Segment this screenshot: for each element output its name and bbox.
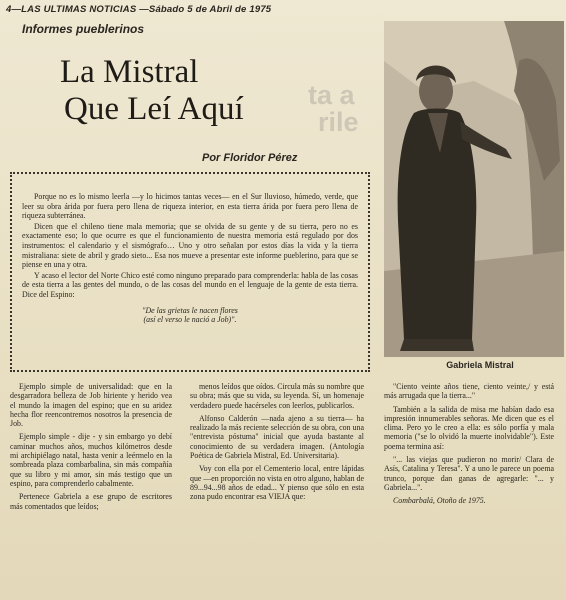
body-paragraph: Pertenece Gabriela a ese grupo de escritores más comentados que leídos; xyxy=(10,492,172,511)
body-column-1 xyxy=(10,382,172,596)
intro-box xyxy=(10,172,370,372)
body-paragraph: "... las viejas que pudieron no morir/ Clara de Asís, Catalina y Teresa". Y a uno le parece un poema trunco, porque dan ganas de agregarle: "... y Gabriela...". xyxy=(384,455,554,492)
quote-line-2: (así el verso le nació a Job)". xyxy=(143,315,237,325)
body-paragraph: También a la salida de misa me habían dado esa impresión innumerables señoras. Me dicen que es el clima. Pero yo le creo a ella: es sólo porfía y mala memoria ("se lo olvidó la muerte inolvidable"). Este poema termina así: xyxy=(384,404,554,451)
body-paragraph: "Ciento veinte años tiene, ciento veinte,/ y está más arrugada que la tierra..." xyxy=(384,382,554,401)
bleed-through-text xyxy=(308,82,359,136)
byline: Por Floridor Pérez xyxy=(202,152,298,164)
body-paragraph: Alfonso Calderón —nada ajeno a su tierra— ha realizado la más reciente selección de su obra, con una "entrevista póstuma" inicial que ayuda bastante al conocimiento de su verdadera imagen. (Antología Poética de Gabriela Mistral, Ed. Universitaria). xyxy=(190,413,364,461)
title-line-1: La Mistral xyxy=(60,54,199,90)
body-column-3 xyxy=(384,382,554,596)
body-paragraph: Ejemplo simple de universalidad: que en la desgarradora belleza de Job hiriente y herido vea el mundo la imagen del espino; que en su aridez hecha flor reencontremos nosotros la presencia de Job. xyxy=(10,382,172,429)
intro-paragraph: Dicen que el chileno tiene mala memoria; que se olvida de su gente y de su tierra, pero no es exactamente eso; lo que ocurre es que el funcionamiento de nuestra memoria está regulado por dos instrumentos: el calendario y el sismógrafo… Uno y otro señalan por estos días la vida y la tierra mistraliana: siete de abril y grado sieto... Esa nos mueve a presentar este informe pueblerino, para que se piense en una y otra. xyxy=(22,221,358,270)
quote-line-1: "De las grietas le nacen flores xyxy=(142,305,238,315)
portrait-illustration xyxy=(384,21,564,357)
body-paragraph: menos leídos que oídos. Circula más su nombre que su obra; más que su vida, su leyenda. Sí, un homenaje verdadero puede hacérseles con leerlos, publicarlos. xyxy=(190,382,364,410)
bleed-through-line-1: ta a xyxy=(308,80,355,110)
signoff: Combarbalá, Otoño de 1975. xyxy=(393,496,486,506)
body-paragraph: Ejemplo simple - dije - y sin embargo yo debí caminar muchos años, muchos kilómetros desde mi archipiélago natal, hasta venir a leérmelo en la sombreada plaza combarbalina, sin más compañía que su libro y mi amor, sin más testigo que un espino, para comprenderlo cabalmente. xyxy=(10,432,172,488)
section-heading: Informes pueblerinos xyxy=(22,22,145,36)
photo-caption: Gabriela Mistral xyxy=(446,360,514,370)
intro-paragraph: Y acaso el lector del Norte Chico esté como ninguno preparado para comprenderla: habla de las cosas de esta tierra a las gentes del mundo, o de las cosas del mundo en el lenguaje de la gente de esta tierra. Dice del Espino: xyxy=(22,270,358,299)
body-column-2 xyxy=(190,382,364,596)
title-line-2: Que Leí Aquí xyxy=(64,91,244,127)
bleed-through-line-2: rile xyxy=(318,107,359,137)
body-paragraph: Voy con ella por el Cementerio local, entre lápidas que —en proporción no vista en otro alguno, hablan de 89...94...98 años de edad... Y pienso que sólo en esta zona pudo encontrar esa VIEJA que: xyxy=(190,464,364,502)
masthead: 4—LAS ULTIMAS NOTICIAS —Sábado 5 de Abril de 1975 xyxy=(6,4,272,15)
intro-paragraph: Porque no es lo mismo leerla —y lo hicimos tantas veces— en el Sur lluvioso, húmedo, verde, que leer su obra árida por fuera pero llena de riqueza interior, en esta tierra árida por fuera pero llena de riqueza subterránea. xyxy=(22,192,358,221)
portrait-photo xyxy=(384,21,564,357)
poem-quote xyxy=(22,306,358,325)
